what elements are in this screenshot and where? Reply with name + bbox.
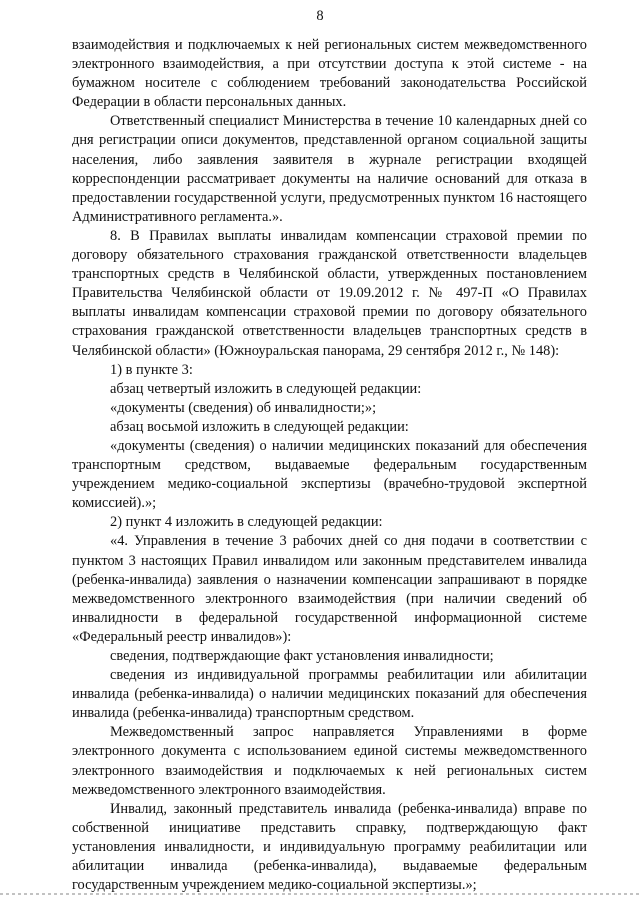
paragraph-5: абзац четвертый изложить в следующей редакции: bbox=[110, 380, 422, 397]
paragraph-2: Ответственный специалист Министерства в течение 10 календарных дней со дня регистрации описи документов, представленной органом социальной защиты населения, либо заявления заявителя в журнале регистрации входящей корреспонденции рассматривает документы на наличие оснований для отказа в предоставлении государственной услуги, предусмотренных пунктом 16 настоящего Административного регламента.». bbox=[72, 113, 587, 225]
paragraph-1: взаимодействия и подключаемых к ней региональных систем межведомственного электронного взаимодействия, а при отсутствии доступа к этой системе - на бумажном носителе с соблюдением требований законодательства Российской Федерации в области персональных данных. bbox=[72, 37, 587, 111]
paragraph-13: Межведомственный запрос направляется Управлениями в форме электронного документа с использованием единой системы межведомственного электронного взаимодействия и подключаемых к ней региональных систем межведомственного электронного взаимодействия. bbox=[72, 724, 587, 798]
paragraph-11: сведения, подтверждающие факт установления инвалидности; bbox=[110, 648, 494, 664]
scan-artifact-line bbox=[0, 893, 640, 895]
paragraph-8: «документы (сведения) о наличии медицинских показаний для обеспечения транспортным средством, выдаваемые федеральным государственным учреждением медико-социальной экспертизы (врачебно-трудовой экспертной комиссией).»; bbox=[72, 437, 587, 512]
paragraph-12: сведения из индивидуальной программы реабилитации или абилитации инвалида (ребенка-инвалида) о наличии медицинских показаний для обеспечения инвалида (ребенка-инвалида) транспортным средством. bbox=[72, 667, 587, 722]
page-number: 8 bbox=[316, 8, 324, 24]
paragraph-4: 1) в пункте 3: bbox=[110, 361, 193, 378]
paragraph-3: 8. В Правилах выплаты инвалидам компенсации страховой премии по договору обязательного страхования гражданской ответственности владельцев транспортных средств в Челябинской области, утвержденных постановлением Правительства Челябинской области от 19.09.2012 г. № 497-П «О Правилах выплаты инвалидам компенсации страховой премии по договору обязательного страхования гражданской ответственности владельцев транспортных средств в Челябинской области» (Южноуральская панорама, 29 сентября 2012 г., № 148): bbox=[72, 227, 587, 359]
document-body bbox=[72, 36, 587, 895]
paragraph-7: абзац восьмой изложить в следующей редакции: bbox=[110, 418, 409, 435]
paragraph-10: «4. Управления в течение 3 рабочих дней со дня подачи в соответствии с пунктом 3 настоящих Правил инвалидом или законным представителем инвалида (ребенка-инвалида) заявления о назначении компенсации запрашивают в порядке межведомственного электронного взаимодействия (при наличии сведений об инвалидности в федеральной государственной информационной системе «Федеральный реестр инвалидов»): bbox=[72, 533, 587, 645]
paragraph-6: «документы (сведения) об инвалидности;»; bbox=[110, 399, 377, 416]
paragraph-9: 2) пункт 4 изложить в следующей редакции: bbox=[110, 514, 383, 531]
paragraph-14: Инвалид, законный представитель инвалида (ребенка-инвалида) вправе по собственной инициативе представить справку, подтверждающую факт установления инвалидности, и индивидуальную программу реабилитации или абилитации инвалида (ребенка-инвалида), выдаваемые федеральным государственным учреждением медико-социальной экспертизы.»; bbox=[72, 800, 587, 894]
